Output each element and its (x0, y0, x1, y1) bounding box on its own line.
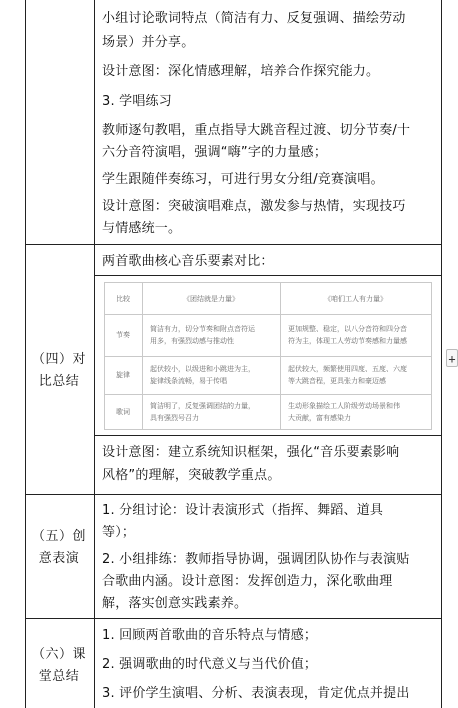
comparison-cell (288, 363, 407, 387)
row-1-line: 设计意图：突破演唱难点，激发参与热情，实现技巧 (102, 199, 406, 214)
section-label-4 (26, 349, 92, 393)
comparison-table (104, 282, 432, 430)
inner-border (104, 429, 432, 430)
section-label-line: （四）对 (31, 352, 86, 367)
row-6-line: 3. 评价学生演唱、分析、表演表现，肯定优点并提出 (102, 686, 410, 701)
comparison-cell-line: 旋律线条流畅，易于传唱 (150, 377, 227, 385)
comparison-cell-line: 简洁明了，反复强调团结的力量， (150, 402, 255, 410)
row-divider (25, 494, 442, 495)
comparison-design-note: 设计意图：建立系统知识框架，强化“音乐要素影响 (102, 445, 400, 460)
inner-row-divider (104, 356, 432, 357)
comparison-heading: 两首歌曲核心音乐要素对比： (102, 254, 274, 269)
row-1-line: 六分音符演唱，强调“嗨”字的力量感； (102, 145, 328, 160)
comparison-cell-line: 用多，有强烈动感与推动性 (150, 337, 234, 345)
comparison-cell-line: 大贡献，富有感染力 (288, 414, 351, 422)
inner-border (104, 282, 432, 283)
row-divider (25, 618, 442, 619)
comparison-cell-line: 起伏较大，频繁使用四度、五度、六度 (288, 365, 407, 373)
comparison-cell-line: 符为主，体现工人劳动节奏感和力量感 (288, 337, 407, 345)
table-column-divider (94, 0, 95, 708)
row-1-line: 场景）并分享。 (102, 35, 195, 50)
comparison-cell-line: 等大跳音程，更具张力和豪迈感 (288, 377, 386, 385)
section-label-line: （六）课 (31, 647, 86, 662)
row-5-line: 1. 分组讨论：设计表演形式（指挥、舞蹈、道具 (102, 503, 384, 518)
section-label-line: （五）创 (31, 529, 86, 544)
comparison-cell-line: 更加规整、稳定，以八分音符和四分音 (288, 325, 407, 333)
row-1-line: 与情感统一。 (102, 221, 182, 236)
inner-row-divider (104, 314, 432, 315)
section-label-line: 意表演 (38, 551, 80, 566)
section-label-line: 比总结 (38, 374, 80, 389)
comparison-cell-line: 具有强烈号召力 (150, 414, 199, 422)
row-1-line: 设计意图：深化情感理解，培养合作探究能力。 (102, 64, 380, 79)
inner-row-divider (104, 394, 432, 395)
section-label-5 (26, 526, 92, 570)
inner-border (431, 282, 432, 430)
section-label-line: 堂总结 (38, 669, 80, 684)
sub-row-divider (94, 435, 442, 436)
row-1-line: 学生跟随伴奏练习，可进行男女分组/竞赛演唱。 (102, 172, 384, 187)
row-1-line: 教师逐句教唱，重点指导大跳音程过渡、切分节奏/十 (102, 123, 411, 138)
comparison-cell-line: 起伏较小，以级进和小跳进为主， (150, 365, 255, 373)
comparison-cell (288, 323, 407, 347)
add-row-handle[interactable]: + (446, 349, 458, 367)
row-6-line: 2. 强调歌曲的时代意义与当代价值； (102, 657, 318, 672)
sub-row-divider (94, 275, 442, 276)
row-5-line: 合歌曲内涵。设计意图：发挥创造力，深化歌曲理 (102, 574, 393, 589)
comparison-header-song-b: 《咱们工人有力量》 (324, 295, 387, 303)
comparison-header-aspect: 比较 (116, 295, 130, 303)
comparison-header-song-a: 《团结就是力量》 (183, 295, 239, 303)
row-1-line: 小组讨论歌词特点（简洁有力、反复强调、描绘劳动 (102, 11, 406, 26)
comparison-cell (150, 323, 255, 347)
comparison-cell-line: 简洁有力，切分节奏和附点音符运 (150, 325, 255, 333)
row-1-line: 3. 学唱练习 (102, 94, 172, 109)
comparison-cell (150, 400, 255, 424)
row-5-line: 解，落实创意实践素养。 (102, 596, 248, 611)
comparison-design-note: 风格”的理解，突破教学重点。 (102, 468, 281, 483)
table-border-right (441, 0, 442, 708)
row-divider (25, 244, 442, 245)
row-6-line: 1. 回顾两首歌曲的音乐特点与情感； (102, 628, 318, 643)
comparison-aspect-melody: 旋律 (116, 371, 130, 379)
comparison-cell (150, 363, 255, 387)
comparison-cell-line: 生动形象描绘工人阶级劳动场景和伟 (288, 402, 400, 410)
row-5-line: 2. 小组排练：教师指导协调，强调团队协作与表演贴 (102, 552, 410, 567)
row-5-line: 等）； (102, 525, 136, 540)
comparison-aspect-rhythm: 节奏 (116, 331, 130, 339)
comparison-aspect-lyrics: 歌词 (116, 408, 130, 416)
comparison-cell (288, 400, 400, 424)
section-label-6 (26, 644, 92, 688)
